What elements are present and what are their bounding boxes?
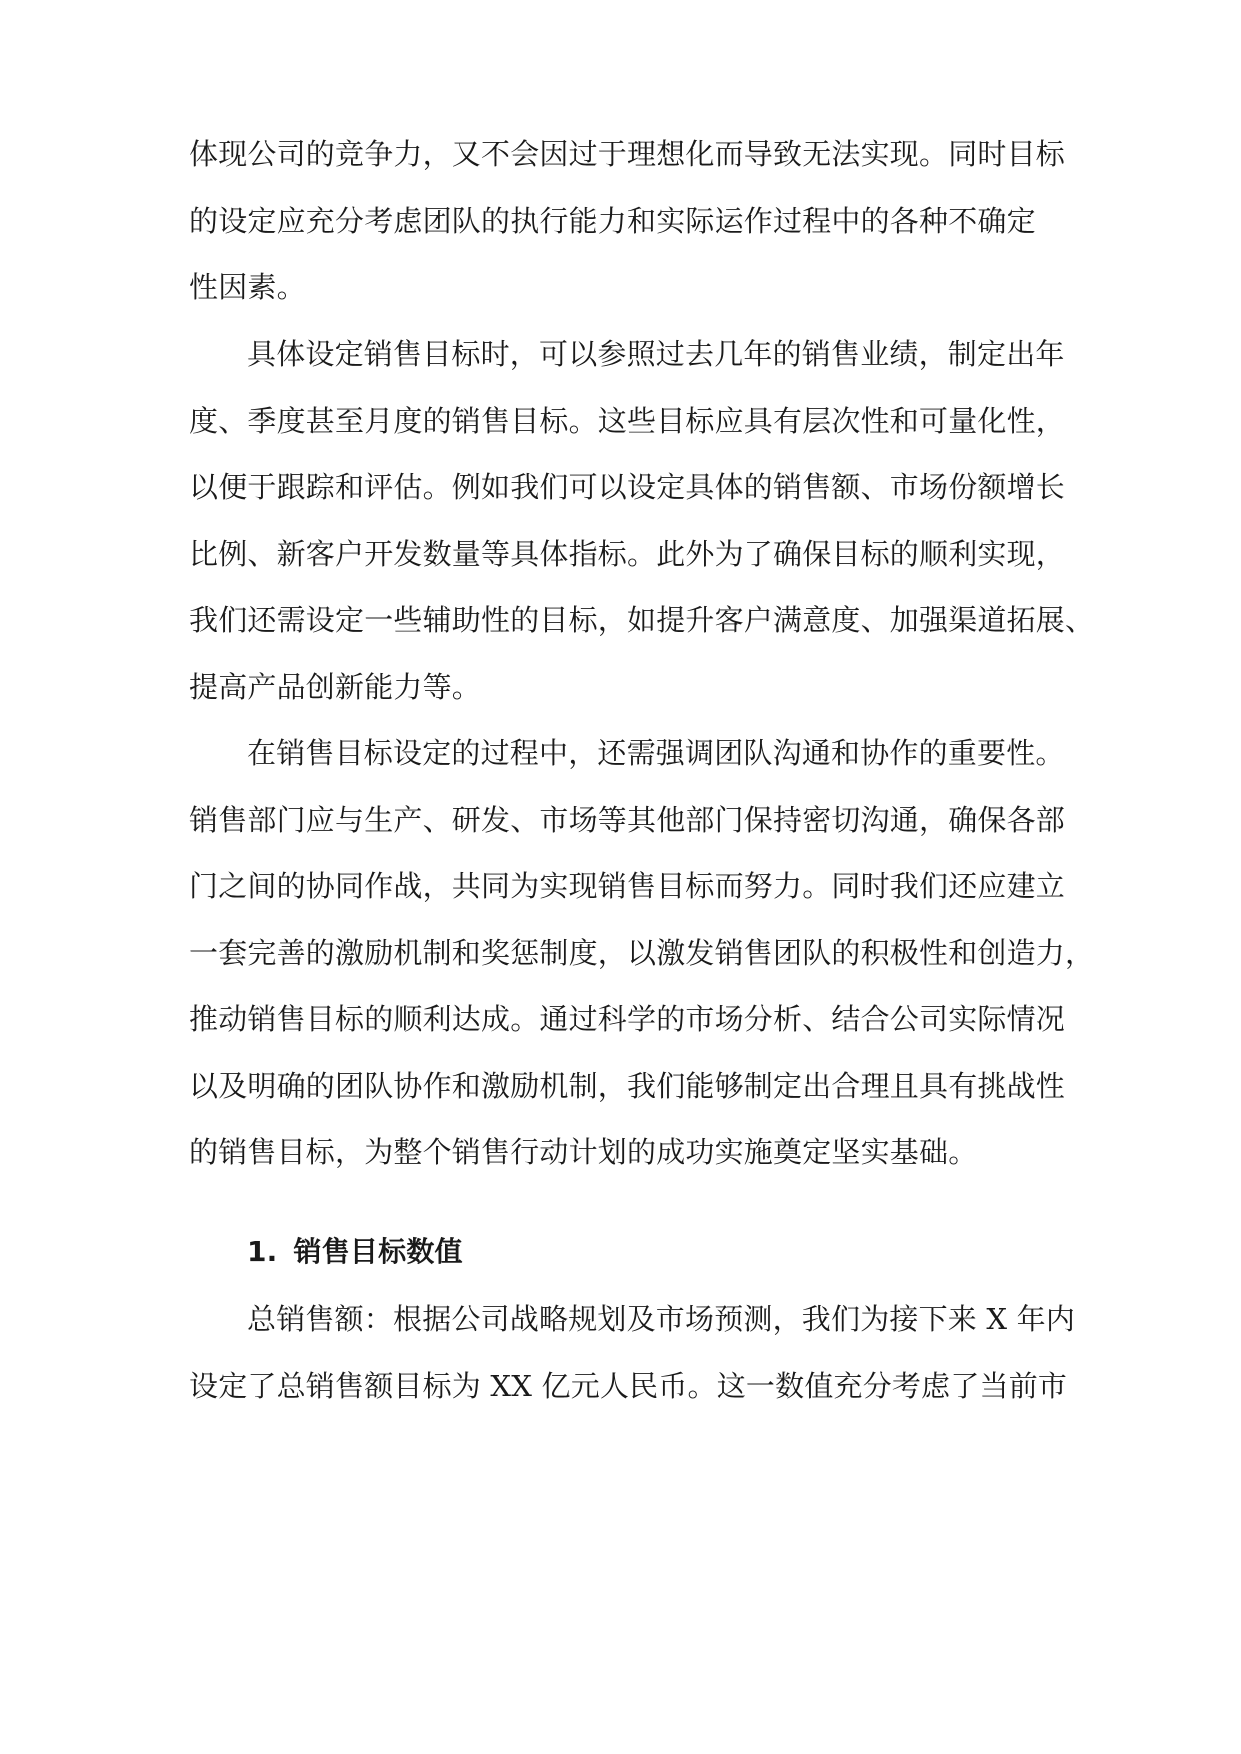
text-line: 推动销售目标的顺利达成。通过科学的市场分析、结合公司实际情况 (189, 1002, 1066, 1036)
text-line: 总销售额：根据公司战略规划及市场预测，我们为接下来 X 年内 (247, 1302, 1076, 1336)
section-heading (247, 1232, 463, 1272)
text-line: 的设定应充分考虑团队的执行能力和实际运作过程中的各种不确定 (189, 204, 1036, 238)
text-line: 门之间的协同作战，共同为实现销售目标而努力。同时我们还应建立 (189, 869, 1066, 903)
text-line: 一套完善的激励机制和奖惩制度，以激发销售团队的积极性和创造力， (189, 936, 1095, 970)
text-line: 体现公司的竞争力，又不会因过于理想化而导致无法实现。同时目标 (189, 137, 1066, 171)
text-line: 销售部门应与生产、研发、市场等其他部门保持密切沟通，确保各部 (189, 803, 1066, 837)
section-number: 1. (247, 1235, 278, 1268)
text-line: 以便于跟踪和评估。例如我们可以设定具体的销售额、市场份额增长 (189, 470, 1066, 504)
text-line: 度、季度甚至月度的销售目标。这些目标应具有层次性和可量化性， (189, 404, 1066, 438)
section-title: 销售目标数值 (293, 1235, 463, 1268)
text-line: 以及明确的团队协作和激励机制，我们能够制定出合理且具有挑战性 (189, 1069, 1066, 1103)
text-line: 的销售目标，为整个销售行动计划的成功实施奠定坚实基础。 (189, 1135, 978, 1169)
text-line: 设定了总销售额目标为 XX 亿元人民币。这一数值充分考虑了当前市 (189, 1369, 1068, 1403)
text-line: 提高产品创新能力等。 (189, 670, 482, 704)
text-line: 我们还需设定一些辅助性的目标，如提升客户满意度、加强渠道拓展、 (189, 603, 1095, 637)
text-line: 比例、新客户开发数量等具体指标。此外为了确保目标的顺利实现， (189, 537, 1066, 571)
text-line: 性因素。 (189, 270, 306, 304)
text-line: 在销售目标设定的过程中，还需强调团队沟通和协作的重要性。 (247, 736, 1065, 770)
text-line: 具体设定销售目标时，可以参照过去几年的销售业绩，制定出年 (247, 337, 1065, 371)
